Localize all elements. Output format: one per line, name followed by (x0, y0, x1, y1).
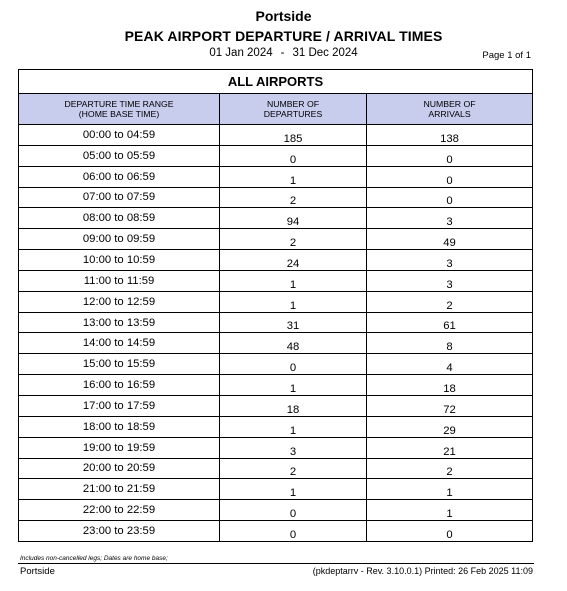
table-row (19, 250, 533, 271)
arrivals-cell-value: 4 (446, 362, 453, 375)
arrivals-cell (367, 521, 533, 542)
time-range-cell (19, 458, 220, 479)
arrivals-cell (367, 145, 533, 166)
departures-cell-value: 1 (289, 299, 297, 312)
time-range-cell-value: 10:00 to 10:59 (82, 253, 156, 266)
arrivals-cell (367, 437, 533, 458)
departures-cell-value: 48 (286, 341, 300, 354)
table-row (19, 229, 533, 250)
date-from: 01 Jan 2024 (209, 47, 273, 59)
column-header-departures (220, 94, 367, 125)
arrivals-cell (367, 500, 533, 521)
departures-cell (220, 125, 367, 146)
arrivals-cell (367, 312, 533, 333)
arrivals-cell-value: 61 (443, 320, 456, 333)
date-to: 31 Dec 2024 (292, 47, 358, 59)
table-row (19, 437, 533, 458)
departures-cell-value: 3 (289, 445, 297, 458)
departures-cell-value: 0 (289, 362, 297, 375)
departures-cell-value: 18 (286, 403, 300, 416)
arrivals-cell (367, 250, 533, 271)
time-range-cell-value: 19:00 to 19:59 (82, 441, 156, 454)
time-range-cell-value: 00:00 to 04:59 (82, 128, 156, 141)
arrivals-cell-value: 3 (446, 257, 453, 270)
time-range-cell (19, 437, 220, 458)
time-range-cell-value: 23:00 to 23:59 (82, 524, 156, 537)
departures-cell (220, 166, 367, 187)
time-range-cell (19, 395, 220, 416)
arrivals-cell (367, 229, 533, 250)
departures-cell (220, 208, 367, 229)
arrivals-cell-value: 1 (446, 508, 453, 521)
time-range-cell (19, 312, 220, 333)
departures-cell-value: 1 (289, 487, 297, 500)
time-range-cell (19, 500, 220, 521)
arrivals-cell-value: 3 (446, 278, 453, 291)
time-range-cell (19, 125, 220, 146)
arrivals-cell (367, 354, 533, 375)
time-range-cell (19, 333, 220, 354)
table-row (19, 312, 533, 333)
report-title: PEAK AIRPORT DEPARTURE / ARRIVAL TIMES (124, 28, 443, 44)
time-range-cell (19, 187, 220, 208)
departures-cell-value: 1 (289, 424, 297, 437)
departures-cell-value: 2 (289, 195, 297, 208)
departures-cell-value: 94 (286, 216, 300, 229)
time-range-cell-value: 15:00 to 15:59 (82, 358, 156, 371)
arrivals-cell (367, 291, 533, 312)
departures-cell (220, 354, 367, 375)
departures-cell-value: 185 (283, 132, 303, 145)
departures-cell (220, 312, 367, 333)
arrivals-cell (367, 333, 533, 354)
report-table (18, 69, 533, 542)
column-header-line: NUMBER OF (423, 99, 476, 109)
time-range-cell-value: 11:00 to 11:59 (83, 274, 155, 287)
departures-cell (220, 145, 367, 166)
arrivals-cell-value: 0 (446, 174, 453, 187)
departures-cell (220, 270, 367, 291)
time-range-cell (19, 250, 220, 271)
departures-cell (220, 437, 367, 458)
table-row (19, 333, 533, 354)
arrivals-cell-value: 18 (443, 382, 456, 395)
table-row (19, 521, 533, 542)
table-row (19, 270, 533, 291)
time-range-cell-value: 14:00 to 14:59 (82, 337, 156, 350)
departures-cell-value: 24 (286, 257, 300, 270)
time-range-cell (19, 166, 220, 187)
departures-cell-value: 2 (289, 237, 297, 250)
departures-cell (220, 250, 367, 271)
departures-cell-value: 0 (289, 153, 297, 166)
time-range-cell-value: 07:00 to 07:59 (82, 191, 156, 204)
arrivals-cell-value: 2 (446, 466, 453, 479)
time-range-cell-value: 22:00 to 22:59 (82, 504, 156, 517)
table-row (19, 145, 533, 166)
arrivals-cell (367, 125, 533, 146)
arrivals-cell (367, 395, 533, 416)
arrivals-cell (367, 187, 533, 208)
table-row (19, 125, 533, 146)
time-range-cell-value: 09:00 to 09:59 (82, 233, 156, 246)
departures-cell (220, 375, 367, 396)
arrivals-cell-value: 1 (446, 487, 453, 500)
time-range-cell (19, 416, 220, 437)
report-company: Portside (255, 8, 312, 24)
departures-cell-value: 2 (289, 466, 297, 479)
table-row (19, 500, 533, 521)
arrivals-cell (367, 479, 533, 500)
departures-cell (220, 187, 367, 208)
arrivals-cell-value: 21 (443, 445, 456, 458)
arrivals-cell-value: 0 (446, 153, 453, 166)
date-separator: - (280, 47, 285, 59)
column-header-line: DEPARTURES (263, 109, 323, 119)
time-range-cell (19, 208, 220, 229)
time-range-cell-value: 18:00 to 18:59 (82, 420, 156, 433)
time-range-cell-value: 21:00 to 21:59 (82, 483, 156, 496)
table-row (19, 291, 533, 312)
arrivals-cell-value: 138 (440, 132, 459, 145)
table-row (19, 416, 533, 437)
table-row (19, 187, 533, 208)
arrivals-cell (367, 458, 533, 479)
departures-cell (220, 291, 367, 312)
table-body (19, 125, 533, 542)
arrivals-cell-value: 2 (446, 299, 453, 312)
column-header-time-range (19, 94, 220, 125)
table-row (19, 375, 533, 396)
time-range-cell-value: 05:00 to 05:59 (82, 149, 156, 162)
arrivals-cell (367, 416, 533, 437)
column-header-line: NUMBER OF (266, 99, 320, 109)
departures-cell (220, 416, 367, 437)
departures-cell (220, 521, 367, 542)
departures-cell (220, 333, 367, 354)
arrivals-cell-value: 8 (446, 341, 453, 354)
footer-report-info: (pkdeptarrv - Rev. 3.10.0.1) Printed: 26 Feb 2025 11:09 (312, 566, 533, 576)
time-range-cell (19, 375, 220, 396)
arrivals-cell-value: 3 (446, 216, 453, 229)
arrivals-cell-value: 72 (443, 403, 456, 416)
column-header-line: DEPARTURE TIME RANGE (64, 99, 174, 109)
time-range-cell-value: 16:00 to 16:59 (82, 379, 156, 392)
time-range-cell (19, 229, 220, 250)
time-range-cell (19, 479, 220, 500)
arrivals-cell-value: 49 (443, 237, 456, 250)
departures-cell-value: 0 (289, 528, 297, 541)
section-title: ALL AIRPORTS (19, 70, 533, 94)
departures-cell-value: 31 (286, 320, 300, 333)
departures-cell (220, 395, 367, 416)
arrivals-cell-value: 29 (443, 424, 456, 437)
departures-cell-value: 1 (289, 278, 297, 291)
time-range-cell-value: 06:00 to 06:59 (82, 170, 156, 183)
table-row (19, 354, 533, 375)
departures-cell (220, 229, 367, 250)
table-row (19, 479, 533, 500)
time-range-cell (19, 291, 220, 312)
arrivals-cell (367, 208, 533, 229)
table-row (19, 166, 533, 187)
departures-cell (220, 479, 367, 500)
departures-cell-value: 1 (289, 174, 297, 187)
column-header-row (19, 94, 533, 125)
departures-cell-value: 0 (289, 508, 297, 521)
arrivals-cell (367, 270, 533, 291)
time-range-cell (19, 145, 220, 166)
footnote: Includes non-cancelled legs; Dates are home base; (20, 555, 168, 562)
departures-cell (220, 500, 367, 521)
departures-cell (220, 458, 367, 479)
table-row (19, 458, 533, 479)
departures-cell-value: 1 (289, 382, 297, 395)
table-row (19, 208, 533, 229)
column-header-arrivals (367, 94, 533, 125)
column-header-line: (HOME BASE TIME) (78, 109, 160, 119)
arrivals-cell (367, 375, 533, 396)
time-range-cell (19, 354, 220, 375)
time-range-cell-value: 12:00 to 12:59 (82, 295, 156, 308)
time-range-cell-value: 20:00 to 20:59 (82, 462, 156, 475)
page-number: Page 1 of 1 (482, 50, 531, 61)
arrivals-cell-value: 0 (446, 195, 453, 208)
time-range-cell (19, 270, 220, 291)
arrivals-cell (367, 166, 533, 187)
time-range-cell-value: 17:00 to 17:59 (82, 399, 156, 412)
time-range-cell (19, 521, 220, 542)
table-row (19, 395, 533, 416)
footer-divider (18, 563, 534, 564)
time-range-cell-value: 13:00 to 13:59 (82, 316, 156, 329)
column-header-line: ARRIVALS (428, 109, 471, 119)
time-range-cell-value: 08:00 to 08:59 (82, 212, 156, 225)
arrivals-cell-value: 0 (446, 528, 453, 541)
footer-company: Portside (20, 566, 55, 577)
